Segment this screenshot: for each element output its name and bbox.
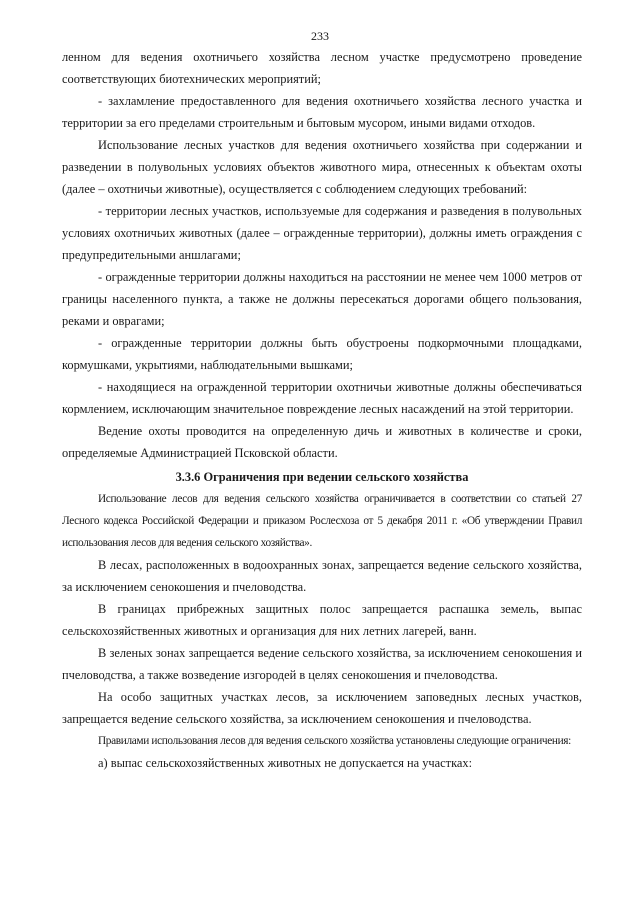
list-item: - захламление предоставленного для ведения охотничьего хозяйства лесного участка и территории за его пределами строительным и бытовым мусором, иными видами отходов. bbox=[62, 94, 582, 130]
list-item: - огражденные территории должны находиться на расстоянии не менее чем 1000 метров от границы населенного пункта, а также не должны пересекаться дорогами общего пользования, реками и оврагами; bbox=[62, 270, 582, 328]
paragraph: Правилами использования лесов для ведения сельского хозяйства установлены следующие ограничения: bbox=[98, 735, 571, 747]
paragraph: Использование лесных участков для ведения охотничьего хозяйства при содержании и разведении в полувольных условиях объектов животного мира, отнесенных к объектам охоты (далее – охотничьи животные), осуществляется с соблюдением следующих требований: bbox=[62, 138, 582, 196]
paragraph: На особо защитных участках лесов, за исключением заповедных лесных участков, запрещается ведение сельского хозяйства, за исключением сенокошения и пчеловодства. bbox=[62, 690, 582, 726]
paragraph: ленном для ведения охотничьего хозяйства лесном участке предусмотрено проведение соответствующих биотехнических мероприятий; bbox=[62, 50, 582, 86]
section-heading: 3.3.6 Ограничения при ведении сельского хозяйства bbox=[175, 470, 469, 484]
list-item: а) выпас сельскохозяйственных животных не допускается на участках: bbox=[98, 756, 473, 770]
paragraph: Использование лесов для ведения сельского хозяйства ограничивается в соответствии со статьей 27 Лесного кодекса Российской Федерации и приказом Рослесхоза от 5 декабря 2011 г. «Об утверждении Правил использования лесов для ведения сельского хозяйства». bbox=[62, 493, 582, 549]
list-item: - огражденные территории должны быть обустроены подкормочными площадками, кормушками, укрытиями, наблюдательными вышками; bbox=[62, 336, 582, 372]
body-text bbox=[62, 46, 582, 774]
page-number: 233 bbox=[311, 29, 329, 43]
paragraph: В зеленых зонах запрещается ведение сельского хозяйства, за исключением сенокошения и пчеловодства, а также возведение изгородей в целях сенокошения и пчеловодства. bbox=[62, 646, 582, 682]
paragraph: В границах прибрежных защитных полос запрещается распашка земель, выпас сельскохозяйственных животных и организация для них летних лагерей, ванн. bbox=[62, 602, 582, 638]
paragraph: В лесах, расположенных в водоохранных зонах, запрещается ведение сельского хозяйства, за исключением сенокошения и пчеловодства. bbox=[62, 558, 582, 594]
list-item: - территории лесных участков, используемые для содержания и разведения в полувольных условиях охотничьих животных (далее – огражденные территории), должны иметь ограждения с предупредительными аншлагами; bbox=[62, 204, 582, 262]
list-item: - находящиеся на огражденной территории охотничьи животные должны обеспечиваться кормлением, исключающим значительное повреждение лесных насаждений на этой территории. bbox=[62, 380, 582, 416]
paragraph: Ведение охоты проводится на определенную дичь и животных в количестве и сроки, определяемые Администрацией Псковской области. bbox=[62, 424, 582, 460]
